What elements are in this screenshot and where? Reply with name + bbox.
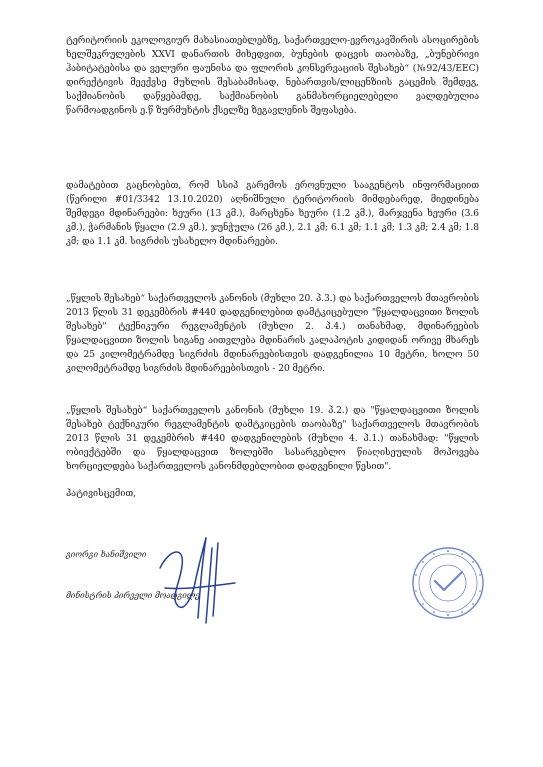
- paragraph-rivers-list: დამატებით გაცნობებთ, რომ სსიპ გარემოს ეროვნული სააგენტოს ინფორმაციით (წერილი #01/3342 13.10.2020) აღნიშნული ტერიტორიის მიმდებარედ, მიედინება შემდეგი მდინარეები: ხეური (13 კმ.), მარცხენა ხეური (1.2 კმ.), მარჯვენა ხეური (3.6 კმ.), ჭარმანის წყალი (2.9 კმ.), ჯუნჭულა (26 კმ.), 2.1 კმ; 6.1 კმ; 1.1 კმ; 1.3 კმ; 2.4 კმ; 1.8 კმ; და 1.1 კმ. სიგრძის უსახელო მდინარეები.: [66, 181, 479, 247]
- signatory-title: მინისტრის პირველი მოადგილე: [66, 591, 200, 600]
- paragraph-water-protection-zone: „წყლის შესახებ“ საქართველოს კანონის (მუხლი 20. პ.3.) და საქართველოს მთავრობის 2013 წლის 31 დეკემბრის #440 დადგენილებით დამტკიცებული "წყალდაცვითი ზოლის შესახებ" ტექნიკური რეგლამენტის (მუხლი 2. პ.4.) თანახმად, მდინარეების წყალდაცვითი ზოლის სიგანე აითვლება მდინარის კალაპოტის კიდიდან ორივე მხარეს და 25 კილომეტრამდე სიგრძის მდინარეებისთვის დადგენილია 10 მეტრი, ხოლო 50 კილომეტრამდე სიგრძის მდინარეებისთვის - 20 მეტრი.: [66, 294, 479, 374]
- handwritten-signature: [140, 528, 260, 628]
- paragraph-mineral-extraction: „წყლის შესახებ“ საქართველოს კანონის (მუხლი 19. პ.2.) და "წყალდაცვითი ზოლის შესახებ ტექნიკური რეგლამენტის დამტკიცების თაობაზე" საქართველოს მთავრობის 2013 წლის 31 დეკემბრის #440 დადგენილების (მუხლი 4. პ.1.) თანახმად: "წყლის ობიექტებში და წყალდაცვით ზოლებში სასარგებლო წიაღისეულის მოპოვება ხორციელდება საქართველოს კანონმდებლობით დადგენილი წესით".: [66, 406, 479, 472]
- paragraph-emerald-network: ტერიტორიის ეკოლოგიურ მახასიათებლებზე, საქართველო-ევროკავშირის ასოცირების ხელშეკრულების XXVI დანართის მიხედვით, ბუნების დაცვის თაობაზე, „ბუნებრივი ჰაბიტატებისა და ველური ფაუნისა და ფლორის კონსერვაციის შესახებ“ (№92/43/EEC) დირექტივის მეექვსე მუხლის შესაბამისად, ნებართვის/ლიცენზიის გაცემის შემდეგ, საქმიანობის დაწყებამდე, საქმიანობის განმახორციელებელი ვალდებულია წარმოადგინოს ე.წ ზურმუხტის ქსელზე ზეგავლენის შეფასება.: [66, 36, 479, 116]
- signatory-name: გიორგი ხანიშვილი: [66, 550, 147, 559]
- closing-salutation: პატივისცემით,: [66, 489, 137, 499]
- official-stamp: [410, 545, 486, 621]
